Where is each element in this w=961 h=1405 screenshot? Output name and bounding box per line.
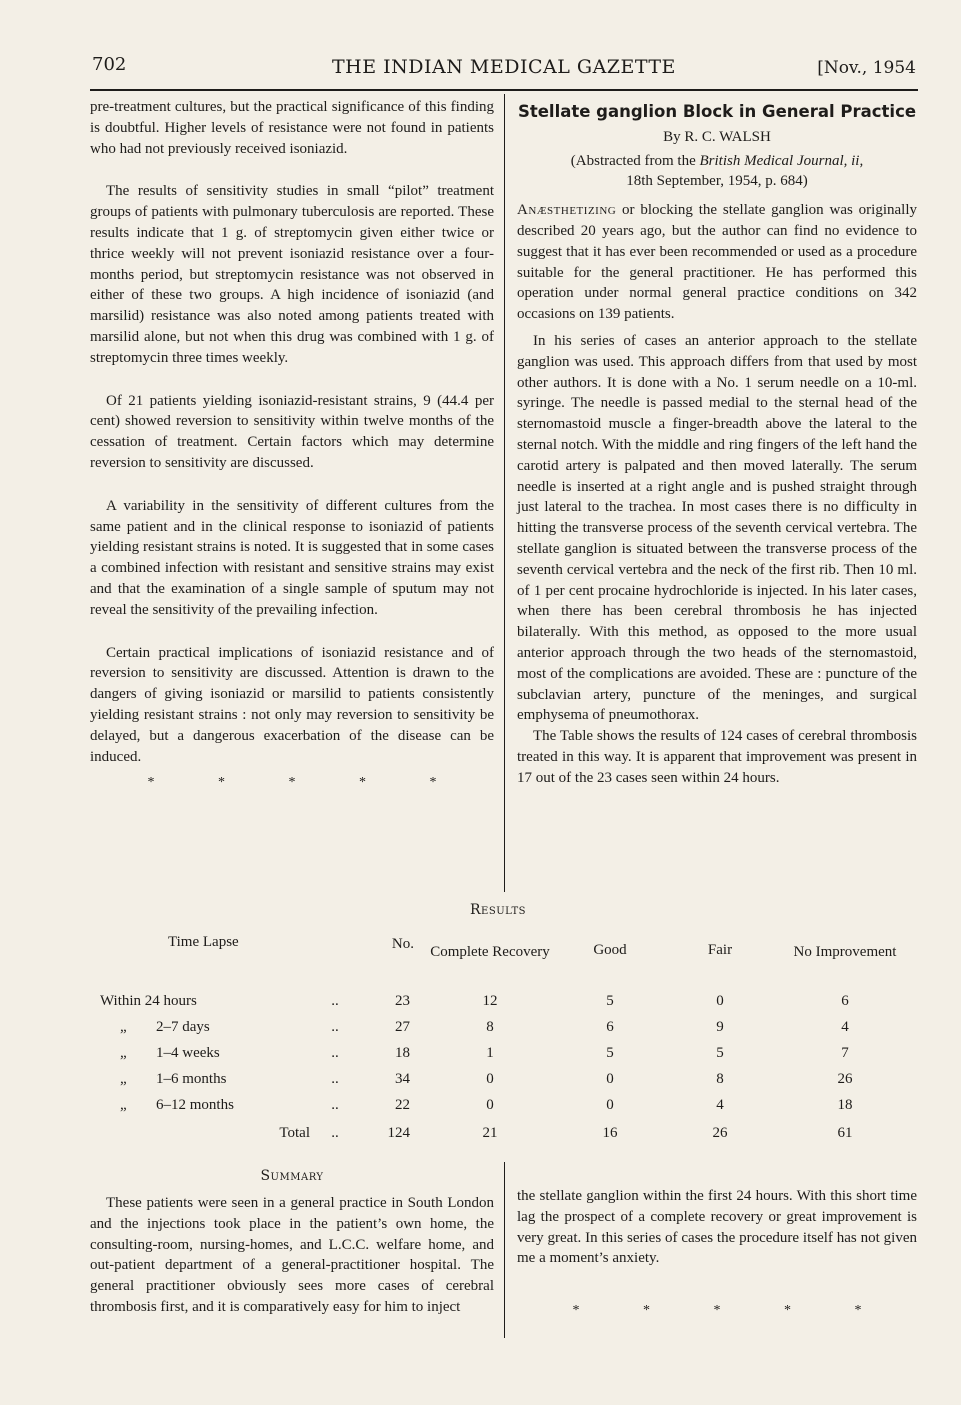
cell-good: 0: [606, 1070, 614, 1087]
cell-complete: 0: [486, 1070, 494, 1087]
article-source: [517, 151, 917, 193]
ditto-mark: „: [120, 1044, 127, 1061]
results-table: [90, 930, 920, 1148]
summary-left-text: These patients were seen in a general practice in South London and the injections took place in the patient’s own home, the consulting-room, nursing-homes, and L.C.C. welfare home, and out-patient department of a general-practitioner hospital. The general practitioner obviously sees more cases of cerebral thrombosis first, and it is comparatively easy for him to inject: [90, 1195, 494, 1315]
left-paragraph-4: A variability in the sensitivity of different cultures from the same patient and in the clinical response to isoniazid of patients yielding resistant strains is noted. It is suggested that in some cases a combined infection with resistant and sensitive strains may exist and that the examination of a single sample of sputum may not reveal the sensitivity of the prevailing infection.: [90, 497, 494, 618]
header-no: No.: [391, 936, 414, 952]
summary-right-text: the stellate ganglion within the first 24 hours. With this short time lag the prospect of a complete recovery or great improvement is very great. In this series of cases the procedure itself has not given me a moment’s anxiety.: [517, 1188, 917, 1267]
row-dots: ..: [331, 1070, 339, 1087]
row-dots: ..: [331, 1044, 339, 1061]
article-title: Stellate ganglion Block in General Practice: [517, 102, 917, 121]
left-column: [90, 97, 494, 794]
cell-complete: 0: [486, 1096, 494, 1113]
cell-fair: 5: [716, 1044, 724, 1061]
cell-no-improvement: 6: [841, 992, 849, 1009]
cell-fair: 8: [716, 1070, 724, 1087]
article-byline: By R. C. WALSH: [663, 128, 771, 145]
cell-good: 6: [606, 1018, 614, 1035]
cell-no-improvement: 7: [841, 1044, 849, 1061]
issue-date: [Nov., 1954: [817, 58, 916, 78]
column-divider-lower: [504, 1162, 505, 1338]
header-good: Good: [593, 942, 627, 958]
summary-heading: Summary: [260, 1168, 324, 1184]
lead-word: Anæsthetizing: [517, 202, 617, 219]
ditto-mark: „: [120, 1018, 127, 1035]
end-stars: * * * * *: [572, 1303, 862, 1319]
row-dots: ..: [331, 992, 339, 1009]
left-paragraph-2: The results of sensitivity studies in small “pilot” treatment groups of patients with pulmonary tuberculosis are reported. These results indicate that 1 g. of streptomycin given either twice or thrice weekly will not prevent isoniazid resistance over a four-months period, but streptomycin resistance was not observed in either of these two groups. A high incidence of isoniazid (and marsilid) resistance was also noted among patients treated with marsilid alone, but not when this drug was combined with 1 g. of streptomycin three times weekly.: [90, 183, 494, 366]
row-dots: ..: [331, 1018, 339, 1035]
row-label: 1–6 months: [156, 1070, 227, 1087]
row-label: 2–7 days: [156, 1018, 210, 1035]
results-caption: Results: [470, 902, 526, 918]
left-paragraph-1: pre-treatment cultures, but the practical significance of this finding is doubtful. Higher levels of resistance were not found in patients who had not previously received isoniazid.: [90, 99, 494, 157]
total-complete: 21: [482, 1124, 498, 1141]
ditto-mark: „: [120, 1096, 127, 1113]
cell-fair: 9: [716, 1018, 724, 1035]
cell-no: 18: [395, 1044, 410, 1061]
cell-no: 22: [395, 1096, 410, 1113]
header-complete-recovery: Complete Recovery: [430, 944, 550, 960]
summary-right: [517, 1186, 917, 1322]
total-fair: 26: [712, 1124, 728, 1141]
section-stars: * * * * *: [147, 775, 437, 791]
source-journal: British Medical Journal, ii,: [699, 152, 864, 169]
header-time-lapse: Time Lapse: [168, 934, 239, 950]
article-column: [517, 102, 917, 789]
table-row: [90, 1092, 910, 1118]
article-paragraph-1: [517, 200, 917, 325]
cell-no: 27: [395, 1018, 410, 1035]
table-row: [90, 1040, 910, 1066]
table-row: [90, 988, 910, 1014]
table-row: [90, 1014, 910, 1040]
cell-complete: 12: [482, 992, 498, 1009]
table-row: [90, 1066, 910, 1092]
cell-no: 23: [395, 992, 410, 1009]
left-paragraph-5: Certain practical implications of isoniazid resistance and of reversion to sensitivity are discussed. Attention is drawn to the dangers of giving isoniazid or marsilid to patients consistently yielding resistant strains : not only may reversion to sensitivity be delayed, but a dangerous exacerbation of the disease can be induced.: [90, 644, 494, 765]
cell-no-improvement: 26: [837, 1070, 853, 1087]
total-no-improvement: 61: [837, 1124, 853, 1141]
cell-good: 5: [606, 1044, 614, 1061]
source-suffix: 18th September, 1954, p. 684): [626, 173, 808, 190]
header-fair: Fair: [707, 942, 733, 958]
table-total-row: [90, 1118, 910, 1148]
page-header: [92, 52, 916, 84]
total-label: Total: [279, 1124, 310, 1141]
cell-no-improvement: 18: [837, 1096, 853, 1113]
cell-complete: 8: [486, 1018, 494, 1035]
row-label: Within 24 hours: [100, 992, 197, 1009]
journal-title: THE INDIAN MEDICAL GAZETTE: [332, 56, 676, 78]
page-number: 702: [92, 54, 127, 75]
cell-complete: 1: [486, 1044, 494, 1061]
cell-fair: 0: [716, 992, 724, 1009]
article-paragraph-2: In his series of cases an anterior approach to the stellate ganglion was used. This approach differs from that used by most other authors. It is done with a No. 1 serum needle on a 10-ml. syringe. The needle is passed medial to the sternal head of the sternomastoid muscle a finger-breadth above the lateral to the sternal notch. With the middle and ring fingers of the left hand the carotid artery is palpated and then moved laterally. The serum needle is inserted at a right angle and is pushed straight through just lateral to the trachea. In most cases there is no difficulty in hitting the transverse process of the seventh cervical vertebra. The stellate ganglion is situated between the transverse process of the seventh cervical vertebra and the neck of the first rib. Then 10 ml. of 1 per cent procaine hydrochloride is injected. In his later cases, when there has been cerebral thrombosis he has injected bilaterally. With this method, as opposed to the more usual anterior approach through the two heads of the sternomastoid, most of the complications are avoided. These are : puncture of the subclavian artery, puncture of the meninges, and surgical emphysema of pneumothorax.: [517, 332, 917, 724]
total-no: 124: [387, 1124, 410, 1141]
total-good: 16: [602, 1124, 618, 1141]
ditto-mark: „: [120, 1070, 127, 1087]
row-label: 6–12 months: [156, 1096, 234, 1113]
column-divider-upper: [504, 94, 505, 892]
paragraph-1-text: or blocking the stellate ganglion was originally described 20 years ago, but the author can find no evidence to suggest that it has ever been recommended or used as a procedure suitable for the general practitioner. He has performed this operation under normal general practice conditions on 342 occasions on 139 patients.: [517, 202, 917, 323]
cell-fair: 4: [716, 1096, 724, 1113]
source-prefix: (Abstracted from the: [570, 152, 700, 169]
article-paragraph-3: The Table shows the results of 124 cases of cerebral thrombosis treated in this way. It is apparent that improvement was present in 17 out of the 23 cases seen within 24 hours.: [517, 728, 917, 786]
row-label: 1–4 weeks: [156, 1044, 220, 1061]
cell-no: 34: [395, 1070, 410, 1087]
summary-left: [90, 1193, 494, 1318]
cell-good: 5: [606, 992, 614, 1009]
cell-good: 0: [606, 1096, 614, 1113]
header-rule: [90, 89, 918, 91]
row-dots: ..: [331, 1124, 339, 1141]
cell-no-improvement: 4: [841, 1018, 849, 1035]
header-no-improvement: No Improvement: [793, 944, 897, 960]
row-dots: ..: [331, 1096, 339, 1113]
left-paragraph-3: Of 21 patients yielding isoniazid-resistant strains, 9 (44.4 per cent) showed reversion to sensitivity within twelve months of the cessation of treatment. Certain factors which may determine reversion to sensitivity are discussed.: [90, 392, 494, 471]
